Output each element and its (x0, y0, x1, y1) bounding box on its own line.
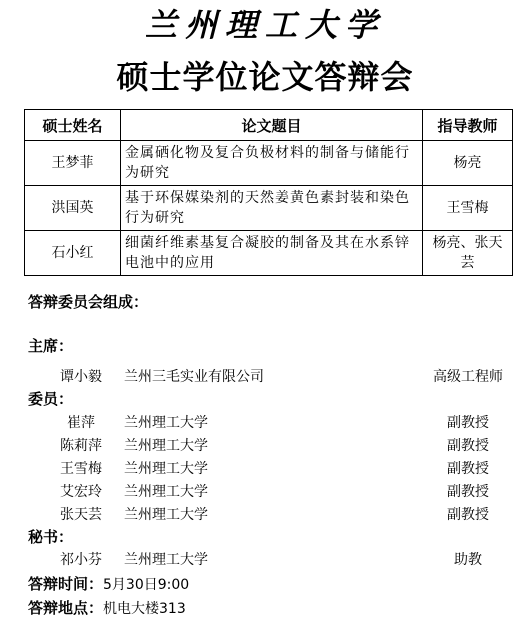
header-thesis-title: 论文题目 (121, 110, 423, 141)
chair-label: 主席： (28, 337, 74, 355)
member-organization: 兰州理工大学 (124, 507, 208, 523)
thesis-table (24, 109, 513, 276)
member-organization: 兰州理工大学 (124, 484, 208, 500)
page-title: 硕士学位论文答辩会 (116, 58, 414, 96)
table-row (25, 186, 513, 231)
table-row (25, 141, 513, 186)
thesis-title: 金属硒化物及复合负极材料的制备与储能行为研究 (121, 141, 423, 186)
member-organization: 兰州理工大学 (124, 461, 208, 477)
member-name: 艾宏玲 (60, 484, 102, 500)
member-organization: 兰州三毛实业有限公司 (124, 369, 264, 385)
advisor-name: 王雪梅 (423, 186, 513, 231)
secretary-row (0, 550, 530, 570)
member-name: 祁小芬 (60, 552, 102, 568)
defense-time-label: 答辩时间： (28, 575, 104, 593)
student-name: 王梦菲 (25, 141, 121, 186)
members-label: 委员： (28, 390, 74, 408)
defense-place-value: 机电大楼313 (103, 601, 186, 617)
list-item (0, 413, 530, 433)
member-title: 副教授 (447, 484, 489, 500)
chair-row (0, 367, 530, 387)
member-name: 谭小毅 (60, 369, 102, 385)
list-item (0, 505, 530, 525)
thesis-title: 细菌纤维素基复合凝胶的制备及其在水系锌电池中的应用 (121, 231, 423, 276)
member-name: 王雪梅 (60, 461, 102, 477)
list-item (0, 459, 530, 479)
member-name: 陈莉萍 (60, 438, 102, 454)
thesis-title: 基于环保媒染剂的天然姜黄色素封装和染色行为研究 (121, 186, 423, 231)
member-title: 高级工程师 (433, 369, 503, 385)
list-item (0, 482, 530, 502)
member-organization: 兰州理工大学 (124, 415, 208, 431)
advisor-name: 杨亮、张天芸 (423, 231, 513, 276)
header-advisor: 指导教师 (423, 110, 513, 141)
university-name: 兰州理工大学 (144, 6, 385, 44)
student-name: 洪国英 (25, 186, 121, 231)
defense-place (28, 597, 186, 619)
secretary-label: 秘书： (28, 528, 74, 546)
member-name: 张天芸 (60, 507, 102, 523)
member-title: 副教授 (447, 507, 489, 523)
defense-place-label: 答辩地点： (28, 599, 104, 617)
defense-time (28, 573, 189, 595)
list-item (0, 436, 530, 456)
member-title: 副教授 (447, 461, 489, 477)
member-organization: 兰州理工大学 (124, 438, 208, 454)
advisor-name: 杨亮 (423, 141, 513, 186)
member-title: 副教授 (447, 438, 489, 454)
committee-heading: 答辩委员会组成： (28, 293, 149, 311)
member-name: 崔萍 (67, 415, 95, 431)
member-title: 副教授 (447, 415, 489, 431)
header-student-name: 硕士姓名 (25, 110, 121, 141)
table-header-row (25, 110, 513, 141)
defense-time-value: 5月30日9:00 (103, 577, 190, 593)
student-name: 石小红 (25, 231, 121, 276)
member-title: 助教 (454, 552, 482, 568)
table-row (25, 231, 513, 276)
member-organization: 兰州理工大学 (124, 552, 208, 568)
